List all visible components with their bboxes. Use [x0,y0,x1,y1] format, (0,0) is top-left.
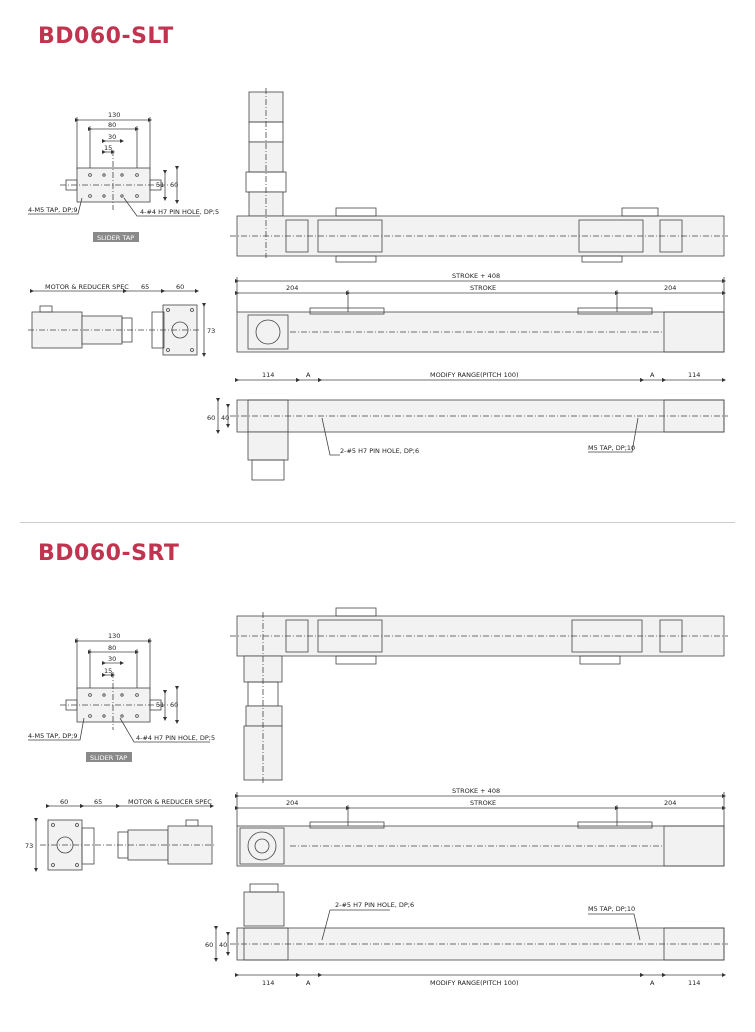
srt-side-right: 204 [664,799,677,807]
slt-bottom-mid: MODIFY RANGE(PITCH 100) [430,371,519,379]
slt-dim-73: 73 [207,327,216,335]
srt-bottom-pin: 2-#5 H7 PIN HOLE, DP;6 [335,901,415,909]
slt-side-right: 204 [664,284,677,292]
srt-side-total: STROKE + 408 [452,787,501,795]
section-title-srt: BD060-SRT [38,541,180,566]
srt-bottom-right: 114 [688,979,701,987]
srt-slider-top-view [28,638,210,762]
slt-dim-60: 60 [170,181,179,189]
srt-dim-130: 130 [108,632,121,640]
srt-side-left: 204 [286,799,299,807]
slt-bottom-left: 114 [262,371,275,379]
srt-top-view [230,608,728,784]
slt-bottom-view [218,380,728,480]
slt-dim-60b: 60 [176,283,185,291]
slt-slider-tag: SLIDER TAP [97,234,135,242]
srt-dim-60b: 60 [60,798,69,806]
srt-bottom-60: 60 [205,941,214,949]
slt-dim-80: 80 [108,121,117,129]
slt-bottom-a1: A [306,371,311,379]
slt-dim-15: 15 [104,144,113,152]
srt-bottom-40: 40 [219,941,228,949]
slt-side-left: 204 [286,284,299,292]
slt-bottom-right: 114 [688,371,701,379]
slt-bottom-40: 40 [221,414,230,422]
slt-pin-label: 4-#4 H7 PIN HOLE, DP;5 [140,208,220,216]
srt-motor-view [36,806,216,870]
slt-side-mid: STROKE [470,284,497,292]
srt-dim-65: 65 [94,798,103,806]
slt-side-total: STROKE + 408 [452,272,501,280]
srt-dim-60: 60 [170,701,179,709]
slt-top-view [230,88,728,262]
srt-dim-51: 51 [156,701,165,709]
slt-dim-65: 65 [141,283,150,291]
srt-dim-30: 30 [108,655,117,663]
srt-bottom-view [216,884,728,975]
slt-dim-30: 30 [108,133,117,141]
slt-motor-spec: MOTOR & REDUCER SPEC [45,283,129,291]
srt-bottom-tap: M5 TAP, DP;10 [588,905,636,913]
srt-dim-73: 73 [25,842,34,850]
srt-bottom-left: 114 [262,979,275,987]
slt-motor-view [28,291,204,355]
srt-pin-label: 4-#4 H7 PIN HOLE, DP;5 [136,734,216,742]
slt-tap-label: 4-M5 TAP, DP;9 [28,206,78,214]
slt-dim-51: 51 [156,181,165,189]
srt-slider-tag: SLIDER TAP [90,754,128,762]
srt-bottom-a2: A [650,979,655,987]
srt-dim-15: 15 [104,667,113,675]
srt-bottom-a1: A [306,979,311,987]
srt-bottom-mid: MODIFY RANGE(PITCH 100) [430,979,519,987]
slt-bottom-tap: M5 TAP, DP;10 [588,444,636,452]
srt-tap-label: 4-M5 TAP, DP;9 [28,732,78,740]
section-title-slt: BD060-SLT [38,24,174,49]
srt-side-mid: STROKE [470,799,497,807]
slt-bottom-a2: A [650,371,655,379]
slt-dim-130: 130 [108,111,121,119]
slt-bottom-60: 60 [207,414,216,422]
srt-motor-spec: MOTOR & REDUCER SPEC [128,798,212,806]
slt-bottom-pin: 2-#5 H7 PIN HOLE, DP;6 [340,447,420,455]
srt-dim-80: 80 [108,644,117,652]
